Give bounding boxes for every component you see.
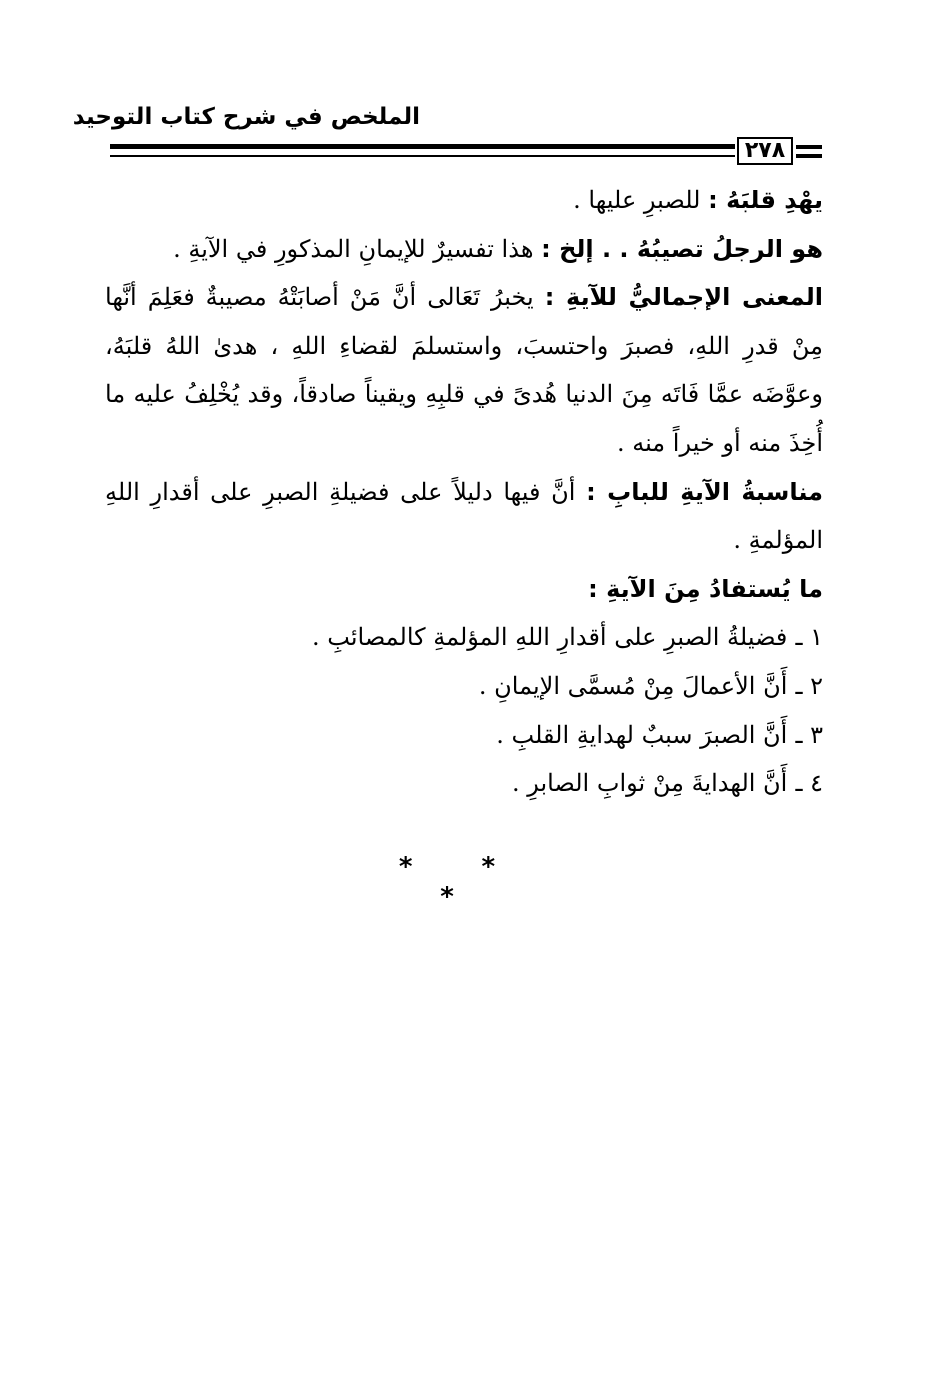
header-rule-right-bottom [796, 154, 822, 158]
header-rule-thin [110, 155, 735, 157]
list-item-number: ١ ـ [795, 623, 823, 652]
list-item-number: ٤ ـ [795, 769, 823, 798]
paragraph-term: مناسبةُ الآيةِ للبابِ : [586, 477, 823, 506]
list-item-text: أَنَّ الأعمالَ مِنْ مُسمَّى الإيمانِ . [478, 671, 788, 700]
list-item-number: ٣ ـ [795, 720, 823, 749]
list-item [105, 662, 823, 711]
paragraph-text: يخبرُ تَعَالى أنَّ مَنْ أصابَتْهُ مصيبةٌ فعَلِمَ أنَّها مِنْ قدرِ اللهِ، فصبرَ واحتسبَ، واستسلمَ لقضاءِ اللهِ ، هدىٰ اللهُ قلبَهُ، وعوَّضَه عمَّا فَاتَه مِنَ الدنيا هُدىً في قلبِهِ ويقيناً صادقاً، وقد يُخْلِفُ عليه ما أُخِذَ منه أو خيراً منه . [105, 283, 823, 457]
list-item-text: أَنَّ الهدايةَ مِنْ ثوابِ الصابرِ . [511, 769, 788, 798]
paragraph-2 [105, 225, 823, 274]
section-divider-stars: * * * [398, 852, 526, 912]
paragraph-3 [105, 273, 823, 467]
page-number-box: ٢٧٨ [737, 137, 793, 165]
paragraph-1 [105, 176, 823, 225]
list-item [105, 759, 823, 808]
list-item [105, 613, 823, 662]
list-item-number: ٢ ـ [795, 671, 823, 700]
running-header-title: الملخص في شرح كتاب التوحيد [72, 104, 420, 130]
list-item [105, 711, 823, 760]
header-rule-thick [110, 144, 735, 149]
paragraph-text: للصبرِ عليها . [573, 186, 709, 214]
header-rule-right-top [796, 145, 822, 149]
list-item-text: أَنَّ الصبرَ سببٌ لهدايةِ القلبِ . [496, 720, 788, 749]
paragraph-text: أنَّ فيها دليلاً على فضيلةِ الصبرِ على أقدارِ اللهِ المؤلمةِ . [105, 477, 823, 555]
list-item-text: فضيلةُ الصبرِ على أقدارِ اللهِ المؤلمةِ كالمصائبِ . [312, 623, 788, 652]
paragraph-term: المعنى الإجماليُّ للآيةِ : [544, 283, 823, 312]
paragraph-term: هو الرجلُ تصيبُهُ . . إلخ : [541, 234, 823, 263]
paragraph-text: هذا تفسيرٌ للإيمانِ المذكورِ في الآيةِ . [173, 234, 542, 263]
benefits-heading: ما يُستفادُ مِنَ الآيةِ : [588, 574, 823, 603]
page-body [105, 176, 823, 808]
paragraph-term: يهْدِ قلبَهُ : [708, 186, 823, 214]
paragraph-4 [105, 468, 823, 565]
